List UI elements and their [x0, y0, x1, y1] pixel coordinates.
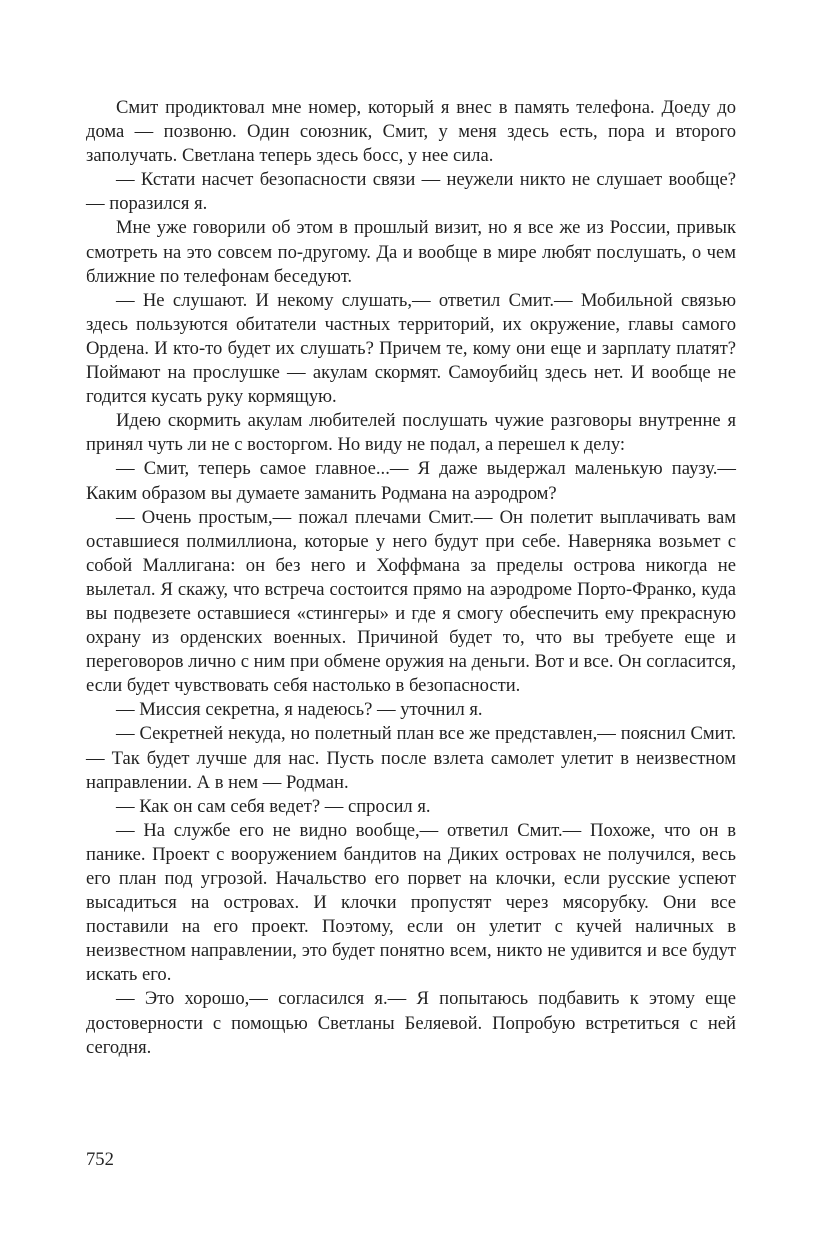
paragraph: Смит продиктовал мне номер, который я внес в память телефона. Доеду до дома — позвоню. Один союзник, Смит, у меня здесь есть, пора и второго заполучать. Светлана теперь здесь босс, у нее сила. — [86, 97, 736, 167]
paragraph: — Не слушают. И некому слушать,— ответил Смит.— Мобильной связью здесь пользуются обитатели частных территорий, их окружение, главы самого Ордена. И кто-то будет их слушать? Причем те, кому они еще и зарплату платят? Поймают на прослушке — акулам скормят. Самоубийц здесь нет. И вообще не годится кусать руку кормящую. — [86, 289, 736, 408]
paragraph: Мне уже говорили об этом в прошлый визит, но я все же из России, привык смотреть на это совсем по-другому. Да и вообще в мире любят послушать, о чем ближние по телефонам беседуют. — [86, 217, 736, 287]
book-page — [86, 96, 736, 1060]
paragraph: — Миссия секретна, я надеюсь? — уточнил я. — [116, 699, 483, 721]
paragraph: — Это хорошо,— согласился я.— Я попытаюсь подбавить к этому еще достоверности с помощью Светланы Беляевой. Попробую встретиться с ней сегодня. — [86, 988, 736, 1058]
paragraph: — Как он сам себя ведет? — спросил я. — [116, 795, 431, 817]
paragraph: — Секретней некуда, но полетный план все же представлен,— пояснил Смит.— Так будет лучше для нас. Пусть после взлета самолет улетит в неизвестном направлении. А в нем — Родман. — [86, 723, 736, 793]
page-number: 752 — [86, 1149, 114, 1170]
paragraph: — На службе его не видно вообще,— ответил Смит.— Похоже, что он в панике. Проект с вооружением бандитов на Диких островах не получился, весь его план под угрозой. Начальство его порвет на клочки, если русские успеют высадиться на островах. И клочки пропустят через мясорубку. Они все поставили на его проект. Поэтому, если он улетит с кучей наличных в неизвестном направлении, это будет понятно всем, никто не удивится и все будут искать его. — [86, 819, 736, 986]
paragraph: — Смит, теперь самое главное...— Я даже выдержал маленькую паузу.— Каким образом вы думаете заманить Родмана на аэродром? — [86, 458, 736, 504]
paragraph: — Кстати насчет безопасности связи — неужели никто не слушает вообще? — поразился я. — [86, 169, 736, 215]
paragraph: — Очень простым,— пожал плечами Смит.— Он полетит выплачивать вам оставшиеся полмиллиона, которые у него будут при себе. Наверняка возьмет с собой Маллигана: он без него и Хоффмана за пределы острова никогда не вылетал. Я скажу, что встреча состоится прямо на аэродроме Порто-Франко, куда вы подвезете оставшиеся «стингеры» и где я смогу обеспечить ему прекрасную охрану из орденских военных. Причиной будет то, что вы требуете еще и переговоров лично с ним при обмене оружия на деньги. Вот и все. Он согласится, если будет чувствовать себя настолько в безопасности. — [86, 506, 736, 697]
text-body — [86, 96, 736, 1060]
paragraph: Идею скормить акулам любителей послушать чужие разговоры внутренне я принял чуть ли не с восторгом. Но виду не подал, а перешел к делу: — [86, 410, 736, 456]
